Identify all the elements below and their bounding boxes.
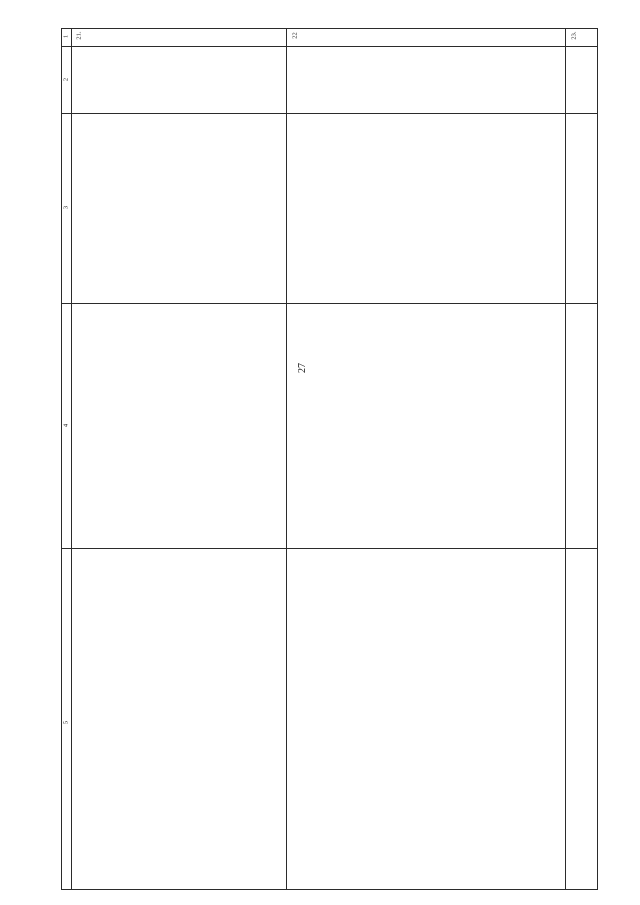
scanned-table [61, 28, 598, 890]
row-divider-22-23 [565, 28, 566, 890]
column-divider-3-4 [61, 303, 598, 304]
page-number: 27 [297, 363, 308, 373]
column-number-1: 1 [62, 34, 70, 39]
row-number-21: 21. [75, 31, 83, 40]
column-divider-4-5 [61, 548, 598, 549]
table-grid [61, 28, 598, 890]
row-number-22: 22 [291, 32, 299, 39]
row-divider-header [71, 28, 72, 890]
table-border-left [61, 28, 62, 890]
table-border-bottom [61, 889, 598, 890]
row-number-23: 23. [570, 31, 578, 40]
column-number-2: 2 [62, 77, 70, 82]
column-number-3: 3 [62, 205, 70, 210]
column-number-5: 5 [62, 720, 70, 725]
table-border-right [597, 28, 598, 890]
column-divider-2-3 [61, 113, 598, 114]
column-number-4: 4 [62, 423, 70, 428]
table-border-top [61, 28, 598, 29]
row-divider-21-22 [286, 28, 287, 890]
column-divider-1-2 [61, 46, 598, 47]
